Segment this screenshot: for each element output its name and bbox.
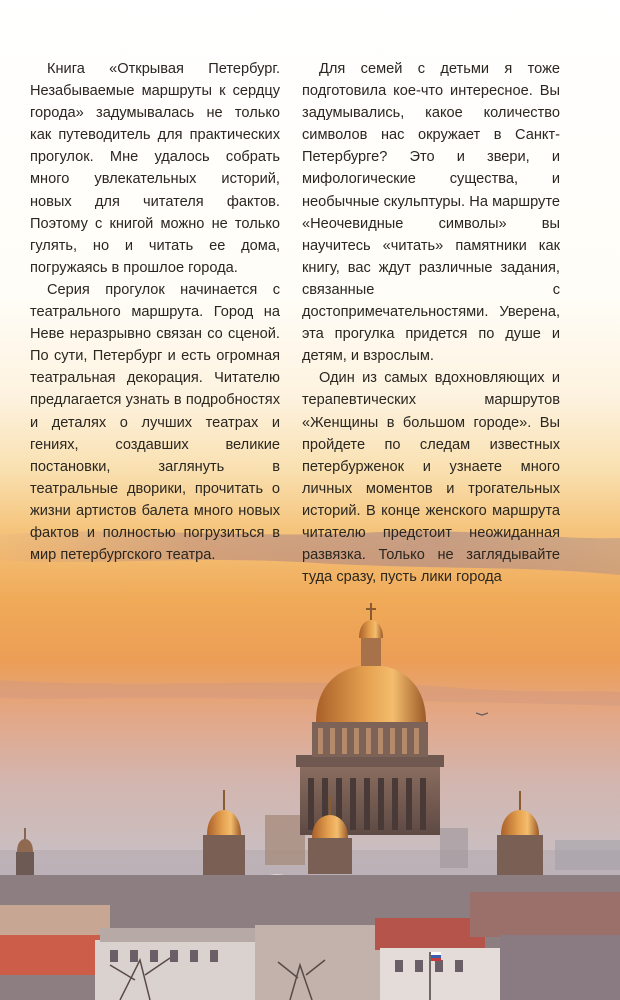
- left-text-column: [30, 58, 280, 566]
- right-paragraph-1: Для семей с детьми я тоже подготовила кое-что интересное. Вы задумывались, какое количество символов нас окружает в Санкт-Петербурге? Это и звери, и мифологические существа, и необычные скульптуры. На маршруте «Неочевидные символы» вы научитесь «читать» памятники как книгу, вас ждут различные задания, связанные с достопримечательностями. Уверена, эта прогулка придется по душе и детям, и взрослым.: [302, 61, 560, 365]
- right-text-column: [302, 58, 560, 588]
- right-paragraph-2: Один из самых вдохновляющих и терапевтических маршрутов «Женщины в большом городе». Вы пройдете по следам известных петербурженок и узнаете много личных моментов и трогательных историй. В конце женского маршрута читателю предстоит неожиданная развязка. Только не заглядывайте туда сразу, пусть лики города: [302, 370, 560, 586]
- left-paragraph-2: Серия прогулок начинается с театрального маршрута. Город на Неве неразрывно связан со сценой. По сути, Петербург и есть огромная театральная декорация. Читателю предлагается узнать в подробностях и деталях о лучших театрах и гениях, создавших великие постановки, заглянуть в театральные дворики, прочитать о жизни артистов балета много новых фактов и полностью погрузиться в мир петербургского театра.: [30, 281, 280, 564]
- left-paragraph-1: Книга «Открывая Петербург. Незабываемые маршруты к сердцу города» задумывалась не только как путеводитель для практических прогулок. Мне удалось собрать много увлекательных историй, новых для читателя фактов. Поэтому с книгой можно не только гулять, но и читать ее дома, погружаясь в прошлое города.: [30, 61, 280, 276]
